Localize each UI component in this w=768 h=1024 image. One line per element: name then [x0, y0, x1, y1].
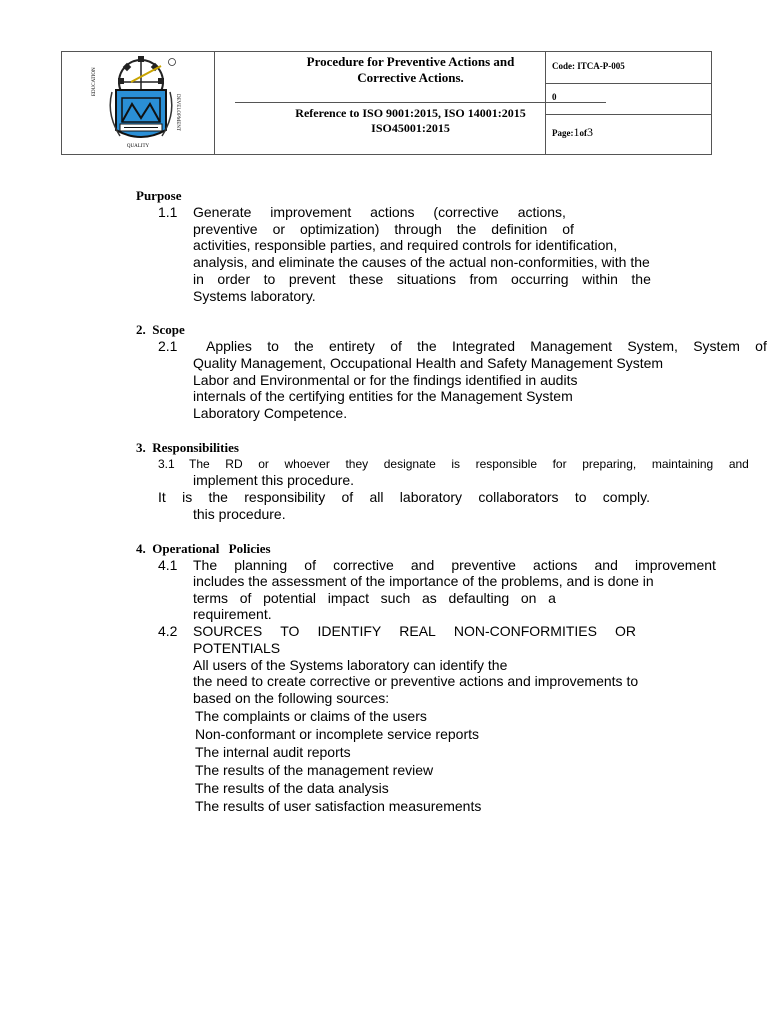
operational-item-number: 4.2: [158, 623, 178, 639]
purpose-line: Systems laboratory.: [193, 288, 316, 304]
page-indicator: [546, 125, 718, 140]
scope-line: Laboratory Competence.: [193, 405, 348, 421]
source-list-item: [195, 708, 427, 725]
revision-number: 0: [552, 92, 557, 102]
purpose-line: activities, responsible parties, and required controls for identification,: [193, 237, 618, 253]
source-label: The complaints or claims of the users: [195, 708, 427, 724]
source-list-item: [195, 780, 389, 797]
responsibilities-line: The RD or whoever they designate is responsible for preparing, maintaining and: [189, 457, 749, 471]
source-list-item: [195, 762, 433, 779]
purpose-item-number: 1.1: [158, 204, 178, 220]
responsibilities-line: implement this procedure.: [193, 472, 355, 488]
operational-line: POTENTIALS: [193, 640, 281, 656]
source-list-item: [195, 744, 351, 761]
purpose-line: analysis, and eliminate the causes of the actual non-conformities, with the: [193, 254, 650, 270]
source-label: The results of user satisfaction measurements: [195, 798, 482, 814]
operational-line: terms of potential impact such as defaulting on a: [193, 590, 556, 606]
meta-divider: [546, 114, 712, 115]
responsibilities-line: It is the responsibility of all laboratory collaborators to comply.: [158, 489, 650, 505]
scope-line: Applies to the entirety of the Integrated Management System, System of: [206, 338, 767, 354]
page-prefix: Page:: [552, 128, 574, 138]
iso-reference-line: Reference to ISO 9001:2015, ISO 14001:2015: [295, 106, 526, 120]
scope-heading-label: Scope: [152, 322, 185, 337]
operational-policies-heading: [136, 541, 271, 557]
responsibilities-item-number: 3.1: [158, 457, 175, 471]
responsibilities-heading: [136, 440, 239, 456]
document-header: [61, 51, 712, 155]
source-label: The internal audit reports: [195, 744, 351, 760]
purpose-line: in order to prevent these situations from occurring within the: [193, 271, 651, 287]
meta-divider: [546, 83, 712, 84]
scope-line: Labor and Environmental or for the findings identified in audits: [193, 372, 578, 388]
page-current: 1: [573, 125, 580, 139]
scope-heading-number: 2.: [136, 322, 146, 337]
responsibilities-line: this procedure.: [193, 506, 286, 522]
source-label: The results of the management review: [195, 762, 434, 778]
scope-item-number: 2.1: [158, 338, 178, 354]
page-of: of: [579, 128, 587, 138]
institution-logo: [62, 52, 214, 154]
logo-emblem-icon: [62, 52, 214, 154]
scope-heading: [136, 322, 185, 338]
responsibilities-heading-label: Responsibilities: [152, 440, 239, 455]
operational-policies-heading-number: 4.: [136, 541, 146, 556]
operational-policies-heading-label: Operational Policies: [152, 541, 271, 556]
purpose-heading: Purpose: [136, 188, 182, 203]
purpose-line: Generate improvement actions (corrective actions,: [193, 204, 566, 220]
source-label: The results of the data analysis: [195, 780, 389, 796]
iso-reference-line: ISO45001:2015: [371, 121, 450, 135]
operational-item-number: 4.1: [158, 557, 178, 573]
operational-line: requirement.: [193, 606, 272, 622]
scope-line: Quality Management, Occupational Health and Safety Management System: [193, 355, 664, 371]
title-divider: [235, 102, 606, 103]
document-title-line: Procedure for Preventive Actions and: [306, 54, 515, 69]
logo-text-left: EDUCATION: [92, 67, 97, 96]
purpose-line: preventive or optimization) through the definition of: [193, 221, 574, 237]
operational-line: All users of the Systems laboratory can identify the: [193, 657, 508, 673]
operational-line: The planning of corrective and preventive actions and improvement: [193, 557, 716, 573]
source-list-item: [195, 726, 479, 743]
scope-line: internals of the certifying entities for the Management System: [193, 388, 573, 404]
source-list-item: [195, 798, 481, 815]
operational-line: the need to create corrective or preventive actions and improvements to: [193, 673, 639, 689]
document-code: Code: ITCA-P-005: [552, 61, 625, 71]
logo-text-bottom: QUALITY: [126, 144, 150, 149]
logo-text-right: DEVELOPMENT: [175, 94, 180, 131]
page-total: 3: [587, 125, 593, 139]
document-title-line: Corrective Actions.: [357, 70, 464, 85]
source-label: Non-conformant or incomplete service reports: [195, 726, 480, 742]
operational-line: SOURCES TO IDENTIFY REAL NON-CONFORMITIES OR: [193, 623, 636, 639]
responsibilities-heading-number: 3.: [136, 440, 146, 455]
operational-line: based on the following sources:: [193, 690, 390, 706]
operational-line: includes the assessment of the importance of the problems, and is done in: [193, 573, 654, 589]
